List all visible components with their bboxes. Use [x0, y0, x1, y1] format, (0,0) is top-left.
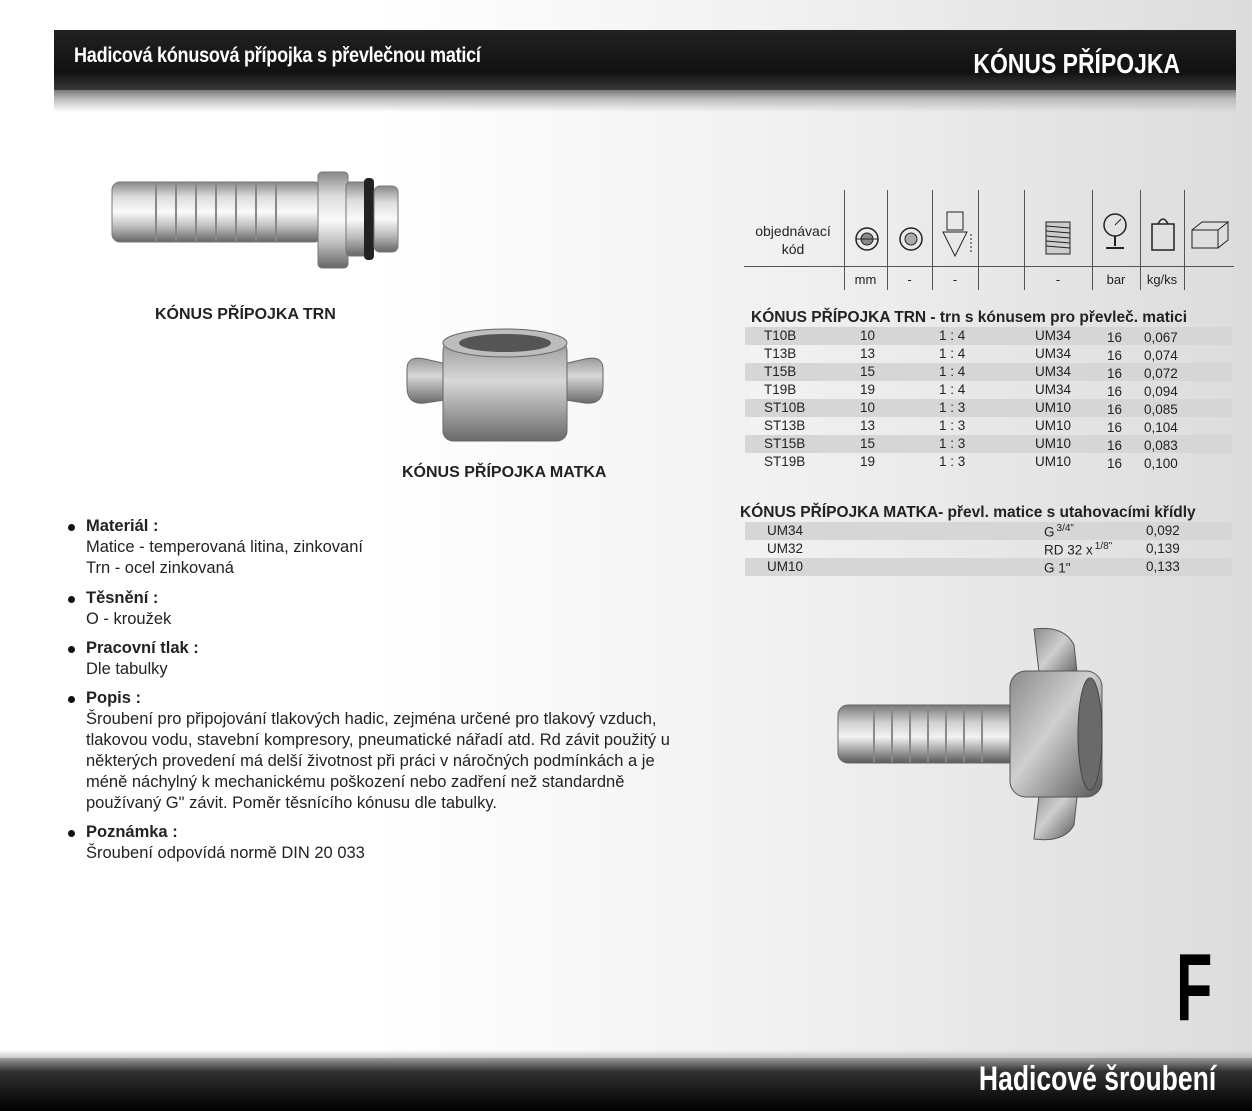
table-row — [745, 399, 1232, 417]
bullet-text: Šroubení odpovídá normě DIN 20 033 — [86, 844, 365, 862]
spec-table-header — [744, 190, 1234, 290]
table-cell-dn: 10 — [860, 400, 876, 415]
table-cell-ratio: 1 : 3 — [939, 418, 966, 433]
thread-text: G 1" — [1044, 560, 1071, 576]
trn-product-image — [108, 168, 408, 278]
thread-text: G — [1044, 524, 1055, 540]
header-underline — [54, 90, 1236, 112]
table-cell-dn: 15 — [860, 436, 876, 451]
table-trn-title: KÓNUS PŘÍPOJKA TRN - trn s kónusem pro převleč. matici — [751, 309, 1188, 326]
header-category: KÓNUS PŘÍPOJKA — [973, 48, 1180, 79]
thread-icon — [1044, 220, 1072, 261]
unit-kg: kg/ks — [1146, 272, 1178, 287]
table-cell-ratio: 1 : 4 — [939, 382, 966, 397]
table-cell-ratio: 1 : 3 — [939, 400, 966, 415]
bullet-text: používaný G" závit. Poměr těsnícího kónusu dle tabulky. — [86, 794, 497, 812]
table-cell-nut: UM34 — [1035, 328, 1072, 343]
bullet-text: O - kroužek — [86, 610, 172, 628]
table-cell-ratio: 1 : 4 — [939, 346, 966, 361]
table-row — [745, 417, 1232, 435]
table-cell-kg: 0,139 — [1146, 541, 1180, 556]
table-cell-bar: 16 — [1107, 456, 1123, 471]
bullet-text: Dle tabulky — [86, 660, 168, 678]
table-cell-nut: UM34 — [1035, 382, 1072, 397]
column-divider — [978, 190, 979, 290]
table-cell-dn: 19 — [860, 382, 876, 397]
table-cell-kg: 0,094 — [1144, 384, 1178, 399]
bullet-title: Těsnění : — [86, 589, 159, 607]
unit-mm: mm — [854, 272, 877, 287]
table-cell-code: T13B — [764, 346, 797, 361]
table-cell-bar: 16 — [1107, 420, 1123, 435]
bullet-title: Materiál : — [86, 517, 159, 535]
table-cell-ratio: 1 : 3 — [939, 436, 966, 451]
table-cell-code: UM10 — [767, 559, 804, 574]
table-cell-dn: 15 — [860, 364, 876, 379]
table-cell-code: ST10B — [764, 400, 806, 415]
bullet-dot-icon — [68, 696, 75, 703]
table-cell-nut: UM10 — [1035, 400, 1072, 415]
table-cell-thread — [1044, 559, 1073, 576]
table-row — [745, 363, 1232, 381]
table-cell-nut: UM10 — [1035, 454, 1072, 469]
bullet-dot-icon — [68, 596, 75, 603]
table-cell-code: ST15B — [764, 436, 806, 451]
bullet-text: méně náchylný k mechanickému poškození nebo zadření než standardně — [86, 773, 625, 791]
table-cell-code: UM32 — [767, 541, 804, 556]
unit-dash: - — [907, 272, 912, 287]
table-cell-bar: 16 — [1107, 366, 1123, 381]
table-cell-kg: 0,092 — [1146, 523, 1180, 538]
table-cell-ratio: 1 : 4 — [939, 364, 966, 379]
table-cell-nut: UM10 — [1035, 436, 1072, 451]
table-cell-code: T19B — [764, 382, 797, 397]
bullet-text: tlakovou vodu, stavební kompresory, pneumatické nářadí atd. Rd závit použitý u — [86, 731, 670, 749]
unit-bar: bar — [1106, 272, 1126, 287]
header-divider — [744, 266, 1234, 267]
table-cell-kg: 0,067 — [1144, 330, 1178, 345]
table-row — [745, 522, 1232, 540]
table-cell-kg: 0,100 — [1144, 456, 1178, 471]
table-cell-kg: 0,085 — [1144, 402, 1178, 417]
table-cell-thread — [1044, 523, 1074, 540]
column-divider — [1184, 190, 1185, 290]
table-cell-bar: 16 — [1107, 438, 1123, 453]
bullet-dot-icon — [68, 646, 75, 653]
bullet-dot-icon — [68, 830, 75, 837]
box-icon — [1188, 220, 1232, 255]
table-row — [745, 327, 1232, 345]
table-row — [745, 381, 1232, 399]
table-cell-bar: 16 — [1107, 348, 1123, 363]
table-cell-kg: 0,074 — [1144, 348, 1178, 363]
header-title: Hadicová kónusová přípojka s převlečnou maticí — [74, 44, 481, 67]
table-cell-nut: UM34 — [1035, 346, 1072, 361]
bullet-text: Šroubení pro připojování tlakových hadic, zejména určené pro tlakový vzduch, — [86, 710, 657, 728]
thread-superscript: 3/4" — [1056, 523, 1074, 534]
table-cell-ratio: 1 : 3 — [939, 454, 966, 469]
table-cell-bar: 16 — [1107, 330, 1123, 345]
table-row — [745, 345, 1232, 363]
table-cell-nut: UM34 — [1035, 364, 1072, 379]
outer-diameter-icon — [898, 226, 924, 257]
bullet-text: Matice - temperovaná litina, zinkovaní — [86, 538, 363, 556]
table-cell-code: ST13B — [764, 418, 806, 433]
matka-caption: KÓNUS PŘÍPOJKA MATKA — [402, 464, 607, 481]
thread-superscript: 1/8" — [1094, 541, 1113, 552]
table-cell-code: UM34 — [767, 523, 804, 538]
table-cell-dn: 10 — [860, 328, 876, 343]
table-cell-kg: 0,133 — [1146, 559, 1180, 574]
pressure-gauge-icon — [1100, 212, 1130, 257]
table-cell-dn: 13 — [860, 418, 876, 433]
table-matka-title: KÓNUS PŘÍPOJKA MATKA- převl. matice s utahovacími křídly — [740, 504, 1196, 521]
table-cell-kg: 0,104 — [1144, 420, 1178, 435]
order-code-label: objednávací kód — [755, 223, 831, 257]
matka-product-image — [405, 325, 605, 445]
table-cell-dn: 19 — [860, 454, 876, 469]
table-cell-code: ST19B — [764, 454, 806, 469]
table-row — [745, 558, 1232, 576]
unit-dash: - — [1055, 272, 1061, 287]
footer-title: Hadicové šroubení — [978, 1060, 1216, 1098]
table-cell-kg: 0,072 — [1144, 366, 1178, 381]
unit-dash: - — [952, 272, 958, 287]
table-cell-nut: UM10 — [1035, 418, 1072, 433]
table-cell-bar: 16 — [1107, 402, 1123, 417]
bullet-text: Trn - ocel zinkovaná — [86, 559, 234, 577]
cone-ratio-icon — [939, 210, 975, 265]
table-row — [745, 540, 1232, 558]
bullet-title: Poznámka : — [86, 823, 178, 841]
section-letter: F — [1176, 934, 1213, 1041]
table-cell-code: T15B — [764, 364, 797, 379]
assembled-product-image — [834, 625, 1106, 845]
table-cell-bar: 16 — [1107, 384, 1123, 399]
trn-caption: KÓNUS PŘÍPOJKA TRN — [155, 306, 336, 323]
table-cell-kg: 0,083 — [1144, 438, 1178, 453]
table-row — [745, 453, 1232, 471]
bullet-text: některých provedení má delší životnost při práci v náročných podmínkách a je — [86, 752, 655, 770]
bullet-title: Pracovní tlak : — [86, 639, 199, 657]
bullet-dot-icon — [68, 524, 75, 531]
table-cell-dn: 13 — [860, 346, 876, 361]
thread-text: RD 32 x — [1044, 542, 1093, 558]
table-cell-thread — [1044, 541, 1112, 558]
table-row — [745, 435, 1232, 453]
bullet-title: Popis : — [86, 689, 142, 707]
table-cell-ratio: 1 : 4 — [939, 328, 966, 343]
table-cell-code: T10B — [764, 328, 797, 343]
inner-diameter-icon — [854, 226, 880, 257]
weight-icon — [1148, 214, 1178, 257]
